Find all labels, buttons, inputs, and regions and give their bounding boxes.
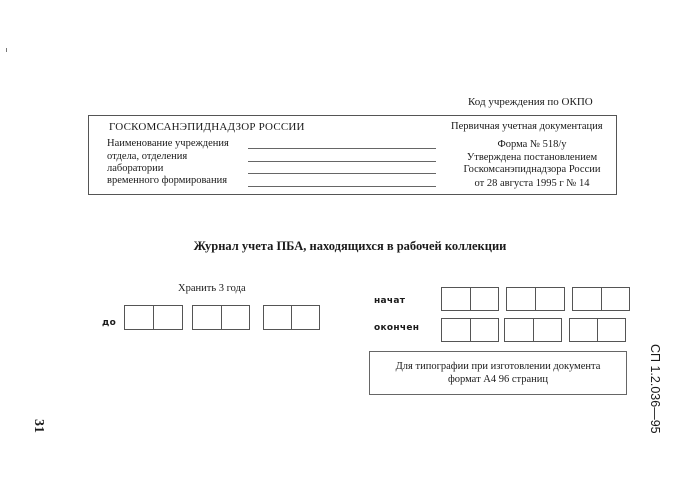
retention-label: Хранить 3 года [178, 283, 246, 294]
journal-title: Журнал учета ПБА, находящихся в рабочей коллекции [193, 239, 507, 253]
until-label: до [102, 318, 117, 328]
field-line-institution[interactable] [248, 148, 436, 149]
page-number: 31 [31, 419, 46, 433]
approved-line-2: Госкомсанэпиднадзора России [463, 164, 601, 175]
field-line-department[interactable] [248, 161, 436, 162]
typography-note-line-2: формат А4 96 страниц [447, 374, 549, 385]
started-label: начат [374, 296, 406, 306]
ended-month-box[interactable] [504, 318, 562, 342]
started-year-box[interactable] [572, 287, 630, 311]
doc-type: Первичная учетная документация [451, 121, 603, 132]
field-label-institution: Наименование учреждения [107, 138, 229, 149]
approved-line-1: Утверждена постановлением [466, 152, 598, 163]
field-label-laboratory: лаборатории [107, 163, 164, 174]
field-label-temporary: временного формирования [107, 175, 228, 186]
typography-note-box [369, 351, 627, 395]
ended-label: окончен [374, 323, 420, 333]
until-year-box[interactable] [263, 305, 320, 330]
scan-mark [6, 48, 7, 52]
form-number: Форма № 518/у [497, 139, 567, 150]
field-label-department: отдела, отделения [107, 151, 188, 162]
until-day-box[interactable] [124, 305, 183, 330]
until-month-box[interactable] [192, 305, 250, 330]
okpo-label: Код учреждения по ОКПО [468, 96, 593, 108]
field-line-laboratory[interactable] [248, 173, 436, 174]
field-line-temporary[interactable] [248, 186, 436, 187]
ended-day-box[interactable] [441, 318, 499, 342]
started-day-box[interactable] [441, 287, 499, 311]
standard-code: СП 1.2.036—95 [648, 344, 662, 434]
approved-line-3: от 28 августа 1995 г № 14 [474, 178, 590, 189]
started-month-box[interactable] [506, 287, 565, 311]
typography-note-line-1: Для типографии при изготовлении документа [395, 361, 601, 372]
organization-name: ГОСКОМСАНЭПИДНАДЗОР РОССИИ [109, 121, 305, 133]
ended-year-box[interactable] [569, 318, 626, 342]
